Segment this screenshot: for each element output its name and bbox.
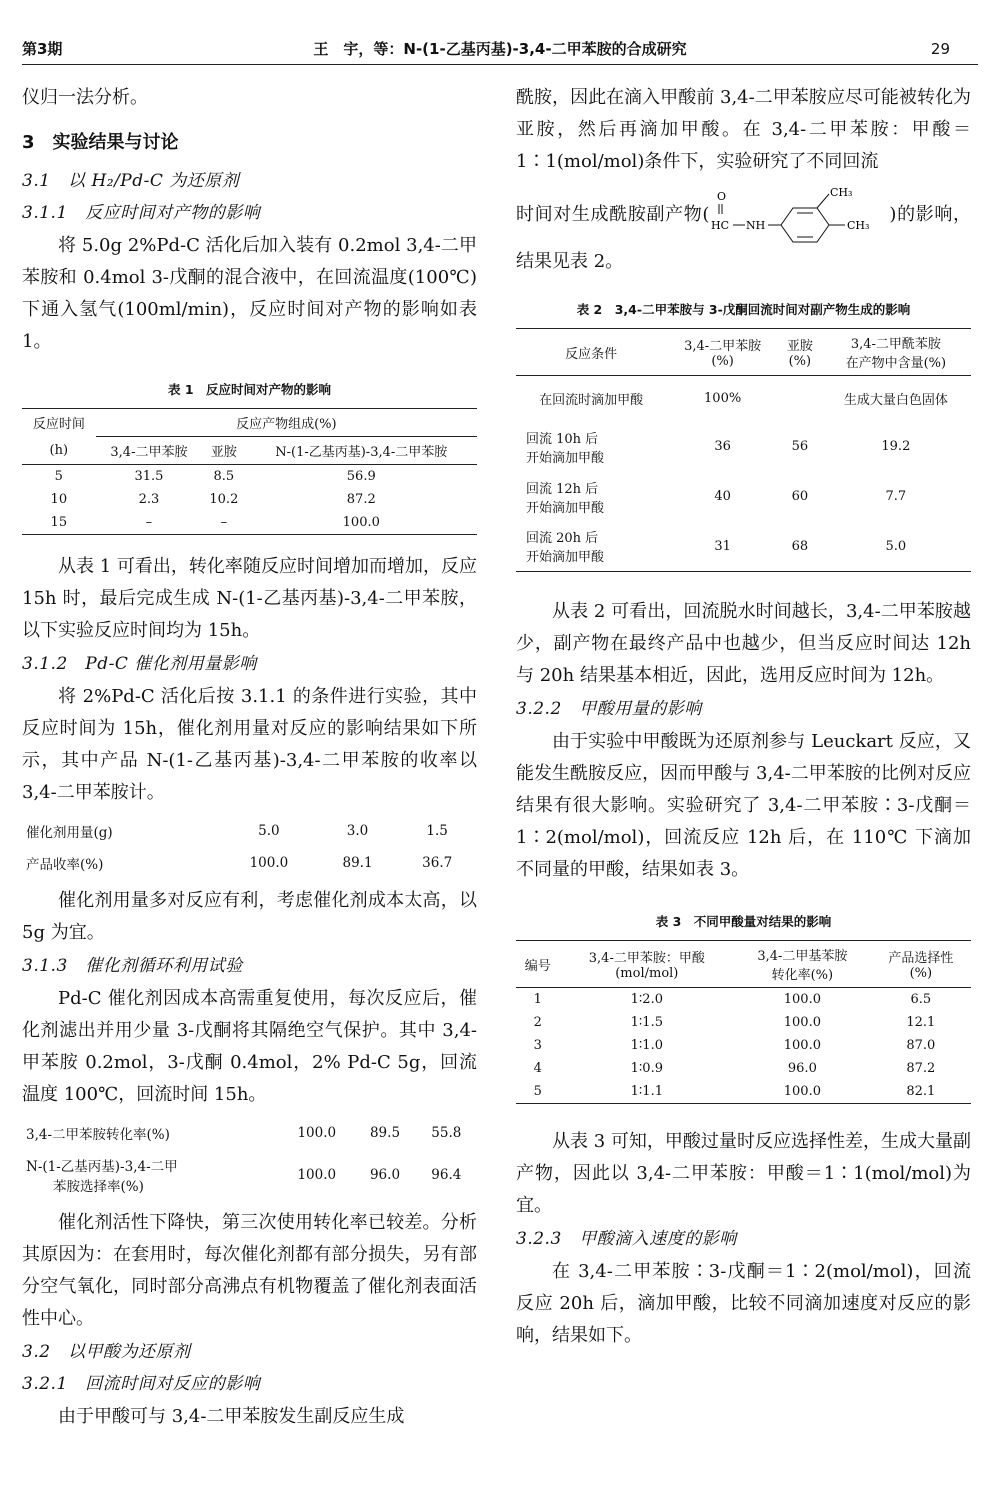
header-line: 3,4-二甲苯胺：甲酸 xyxy=(588,951,705,966)
paragraph: 由于甲酸可与 3,4-二甲苯胺发生副反应生成 xyxy=(58,1406,405,1427)
cell: 1∶0.9 xyxy=(630,1061,663,1076)
cell: 3 xyxy=(533,1038,542,1053)
paragraph: 酰胺，因此在滴入甲酸前 3,4-二甲苯胺应尽可能被转化为亚胺，然后再滴加甲酸。在 3,4-二甲苯胺：甲酸＝1∶1(mol/mol)条件下，实验研究了不同回流 xyxy=(516,87,971,172)
table-row xyxy=(22,511,477,535)
cell: – xyxy=(220,515,228,530)
cell: 1∶1.5 xyxy=(630,1015,663,1030)
cell: 3,4-二甲苯胺转化率(%) xyxy=(26,1127,170,1143)
text: )的影响，结果见表 2。 xyxy=(516,204,971,272)
page-number: 29 xyxy=(930,40,950,58)
cell: 87.2 xyxy=(906,1061,936,1076)
table-row xyxy=(22,815,477,847)
cell-line: 回流 10h 后 xyxy=(526,431,599,447)
text: 时间对生成酰胺副产物( xyxy=(516,204,710,225)
header-line: 亚胺 xyxy=(786,339,813,354)
subsection-heading: 3.2.3 甲酸滴入速度的影响 xyxy=(516,1229,737,1249)
table-row xyxy=(22,488,477,511)
cell: 在回流时滴加甲酸 xyxy=(539,393,644,409)
cell-line: 开始滴加甲酸 xyxy=(526,450,605,466)
cell: 96.0 xyxy=(369,1167,401,1183)
paragraph: 将 2%Pd-C 活化后按 3.1.1 的条件进行实验，其中反应时间为 15h，催化剂用量对反应的影响结果如下所示，其中产品 N-(1-乙基丙基)-3,4-二甲苯胺的收率以 3,4-二甲苯胺计。 xyxy=(22,686,477,803)
cell: 5.0 xyxy=(258,823,280,839)
cell: 1 xyxy=(533,992,542,1007)
table-caption: 表 3 不同甲酸量对结果的影响 xyxy=(655,914,832,929)
cell: 89.5 xyxy=(369,1125,401,1141)
cell: 生成大量白色固体 xyxy=(843,393,948,409)
section-heading: 3 实验结果与讨论 xyxy=(22,132,179,153)
table-header: 反应时间 xyxy=(32,417,85,433)
cell: 5.0 xyxy=(885,538,907,554)
cell: 60 xyxy=(791,489,809,504)
table-header xyxy=(779,329,821,376)
paragraph: 仪归一法分析。 xyxy=(22,87,148,108)
cell: 15 xyxy=(50,515,68,530)
cell: 1∶1.0 xyxy=(630,1038,663,1053)
cell: 5 xyxy=(533,1084,542,1099)
table-caption: 表 2 3,4-二甲苯胺与 3-戊酮回流时间对副产物生成的影响 xyxy=(576,302,911,317)
table-row xyxy=(22,847,477,879)
table-row xyxy=(516,522,971,572)
cell: 100.0 xyxy=(783,1084,821,1099)
cell-line: 开始滴加甲酸 xyxy=(526,500,605,516)
cell: 36 xyxy=(714,439,731,454)
table-caption: 表 1 反应时间对产物的影响 xyxy=(167,382,332,397)
cell: 100.0 xyxy=(783,992,821,1007)
cell xyxy=(516,422,666,472)
header-line: 转化率(%) xyxy=(771,968,834,983)
paragraph: 从表 2 可看出，回流脱水时间越长，3,4-二甲苯胺越少，副产物在最终产品中也越少，但当反应时间达 12h 与 20h 结果基本相近，因此，选用反应时间为 12h。 xyxy=(516,601,971,686)
table-header xyxy=(734,941,871,988)
left-column xyxy=(22,82,477,1433)
cell: 10 xyxy=(50,492,68,507)
cell: 100.0 xyxy=(783,1038,821,1053)
cell: 56 xyxy=(791,439,809,454)
cell: 100.0 xyxy=(249,855,289,871)
issue-number: 第3期 xyxy=(22,40,63,58)
header-line: 3,4-二甲苯胺 xyxy=(684,339,762,354)
cell xyxy=(516,522,666,572)
cell: 87.0 xyxy=(906,1038,936,1053)
cell: 40 xyxy=(714,489,731,504)
cell: 10.2 xyxy=(209,492,239,507)
cell: 87.2 xyxy=(346,492,376,507)
cell-line: 回流 12h 后 xyxy=(526,481,599,497)
table-header xyxy=(560,941,734,988)
cell: 1∶1.1 xyxy=(630,1084,663,1099)
cell: 100.0 xyxy=(297,1167,337,1183)
table-row xyxy=(22,1117,477,1149)
oxygen-label: O xyxy=(717,190,727,203)
header-line: 在产物中含量(%) xyxy=(845,356,947,371)
cell: 1.5 xyxy=(426,823,448,839)
cell: 12.1 xyxy=(906,1015,936,1030)
table-row xyxy=(516,422,971,472)
cell: 7.7 xyxy=(885,489,907,504)
subsection-heading: 3.2 以甲酸为还原剂 xyxy=(22,1342,191,1362)
cell: 82.1 xyxy=(906,1084,936,1099)
cell: 31 xyxy=(714,538,731,554)
cell: 100.0 xyxy=(342,515,380,530)
subsection-heading: 3.1 以 H₂/Pd-C 为还原剂 xyxy=(22,171,240,191)
cell-line: 开始滴加甲酸 xyxy=(526,550,605,566)
header-line: (%) xyxy=(788,354,812,369)
table-header: (h) xyxy=(22,437,96,465)
subsection-heading: 3.2.1 回流时间对反应的影响 xyxy=(22,1374,261,1394)
cell: 96.4 xyxy=(431,1167,462,1183)
cell: 产品收率(%) xyxy=(26,857,104,873)
cell xyxy=(779,376,821,422)
table-row xyxy=(22,465,477,489)
running-header xyxy=(22,30,978,65)
header-line: 3,4-二甲酰苯胺 xyxy=(850,337,941,352)
cell: 100% xyxy=(704,391,742,407)
paragraph: 从表 3 可知，甲酸过量时反应选择性差，生成大量副产物，因此以 3,4-二甲苯胺：甲酸＝1∶1(mol/mol)为宜。 xyxy=(516,1131,971,1216)
table-2 xyxy=(516,328,971,572)
cell: 3.0 xyxy=(346,823,369,839)
header-line: (%) xyxy=(711,354,734,369)
table-header xyxy=(821,329,971,376)
cell: 100.0 xyxy=(297,1125,337,1141)
cell: 56.9 xyxy=(346,469,376,484)
amide-structure-formula xyxy=(709,184,889,246)
paragraph: 催化剂活性下降快，第三次使用转化率已较差。分析其原因为：在套用时，每次催化剂都有部分损失，另有部分空气氧化，同时部分高沸点有机物覆盖了催化剂表面活性中心。 xyxy=(22,1212,477,1329)
table-row xyxy=(516,1057,971,1080)
table-row xyxy=(516,376,971,422)
table-row xyxy=(516,988,971,1012)
cell-line: 回流 20h 后 xyxy=(526,531,599,547)
header-line: (%) xyxy=(909,966,933,981)
ch3-label: CH₃ xyxy=(847,219,870,232)
nh-label: NH xyxy=(746,219,766,232)
header-line: 产品选择性 xyxy=(888,951,954,966)
paragraph: 在 3,4-二甲苯胺∶3-戊酮＝1∶2(mol/mol)，回流反应 20h 后，滴加甲酸，比较不同滴加速度对反应的影响，结果如下。 xyxy=(516,1261,971,1346)
table-header: 编号 xyxy=(516,941,560,988)
cell xyxy=(22,1149,279,1201)
table-header xyxy=(871,941,971,988)
table-row xyxy=(516,472,971,522)
cell: 6.5 xyxy=(910,992,932,1007)
table-3 xyxy=(516,940,971,1104)
catalyst-amount-table xyxy=(22,815,477,879)
paragraph: Pd-C 催化剂因成本高需重复使用，每次反应后，催化剂滤出并用少量 3-戊酮将其隔绝空气保护。其中 3,4-甲苯胺 0.2mol，3-戊酮 0.4mol，2% Pd-C 5g，回流温度 100℃，回流时间 15h。 xyxy=(22,988,477,1105)
cell-line: 苯胺选择率(%) xyxy=(53,1179,144,1195)
paragraph: 从表 1 可看出，转化率随反应时间增加而增加，反应 15h 时，最后完成生成 N-(1-乙基丙基)-3,4-二甲苯胺，以下实验反应时间均为 15h。 xyxy=(22,556,477,641)
cell-line: N-(1-乙基丙基)-3,4-二甲 xyxy=(26,1159,178,1175)
paragraph: 由于实验中甲酸既为还原剂参与 Leuckart 反应，又能发生酰胺反应，因而甲酸与 3,4-二甲苯胺的比例对反应结果有很大影响。实验研究了 3,4-二甲苯胺∶3-戊酮＝1∶2(mol/mol)，回流反应 12h 后，在 110℃ 下滴加不同量的甲酸，结果如表 3。 xyxy=(516,731,971,880)
cell: 68 xyxy=(791,538,809,554)
subsection-heading: 3.1.1 反应时间对产物的影响 xyxy=(22,203,261,223)
paragraph-with-structure xyxy=(516,184,971,278)
cell: 89.1 xyxy=(342,855,373,871)
cell: 96.0 xyxy=(787,1061,817,1076)
cell: 催化剂用量(g) xyxy=(26,825,113,841)
cell: 100.0 xyxy=(783,1015,821,1030)
cell: 1∶2.0 xyxy=(630,992,663,1007)
paragraph: 将 5.0g 2%Pd-C 活化后加入装有 0.2mol 3,4-二甲苯胺和 0.4mol 3-戊酮的混合液中，在回流温度(100℃)下通入氢气(100ml/min)，反应时间对产物的影响如表 1。 xyxy=(22,235,477,352)
header-line: (mol/mol) xyxy=(615,966,679,981)
table-row xyxy=(22,1149,477,1201)
cell: 31.5 xyxy=(134,469,164,484)
table-row xyxy=(516,1034,971,1057)
cell: 19.2 xyxy=(881,439,911,454)
subsection-heading: 3.1.3 催化剂循环利用试验 xyxy=(22,956,243,976)
table-header: 3,4-二甲苯胺 xyxy=(96,437,203,465)
table-1 xyxy=(22,408,477,535)
cell: 2.3 xyxy=(138,492,160,507)
table-header xyxy=(666,329,779,376)
ch3-label: CH₃ xyxy=(830,186,853,199)
table-header: 反应条件 xyxy=(516,329,666,376)
header-line: 3,4-二甲基苯胺 xyxy=(757,949,848,964)
table-header: 亚胺 xyxy=(202,437,245,465)
hc-label: HC xyxy=(711,219,730,232)
cell: – xyxy=(145,515,153,530)
cell: 4 xyxy=(533,1061,542,1076)
subsection-heading: 3.1.2 Pd-C 催化剂用量影响 xyxy=(22,654,257,674)
catalyst-recycle-table xyxy=(22,1117,477,1201)
table-row xyxy=(516,1080,971,1104)
cell: 8.5 xyxy=(213,469,235,484)
cell: 5 xyxy=(54,469,63,484)
right-column xyxy=(516,82,971,1352)
cell: 2 xyxy=(533,1015,542,1030)
subsection-heading: 3.2.2 甲酸用量的影响 xyxy=(516,699,702,719)
cell: 36.7 xyxy=(422,855,453,871)
cell xyxy=(516,472,666,522)
table-header: N-(1-乙基丙基)-3,4-二甲苯胺 xyxy=(246,437,477,465)
paragraph: 催化剂用量多对反应有利，考虑催化剂成本太高，以 5g 为宜。 xyxy=(22,890,477,943)
cell: 55.8 xyxy=(431,1125,462,1141)
article-title: 王 宇，等：N-(1-乙基丙基)-3,4-二甲苯胺的合成研究 xyxy=(313,40,687,58)
table-header: 反应产物组成(%) xyxy=(96,409,477,437)
table-row xyxy=(516,1011,971,1034)
